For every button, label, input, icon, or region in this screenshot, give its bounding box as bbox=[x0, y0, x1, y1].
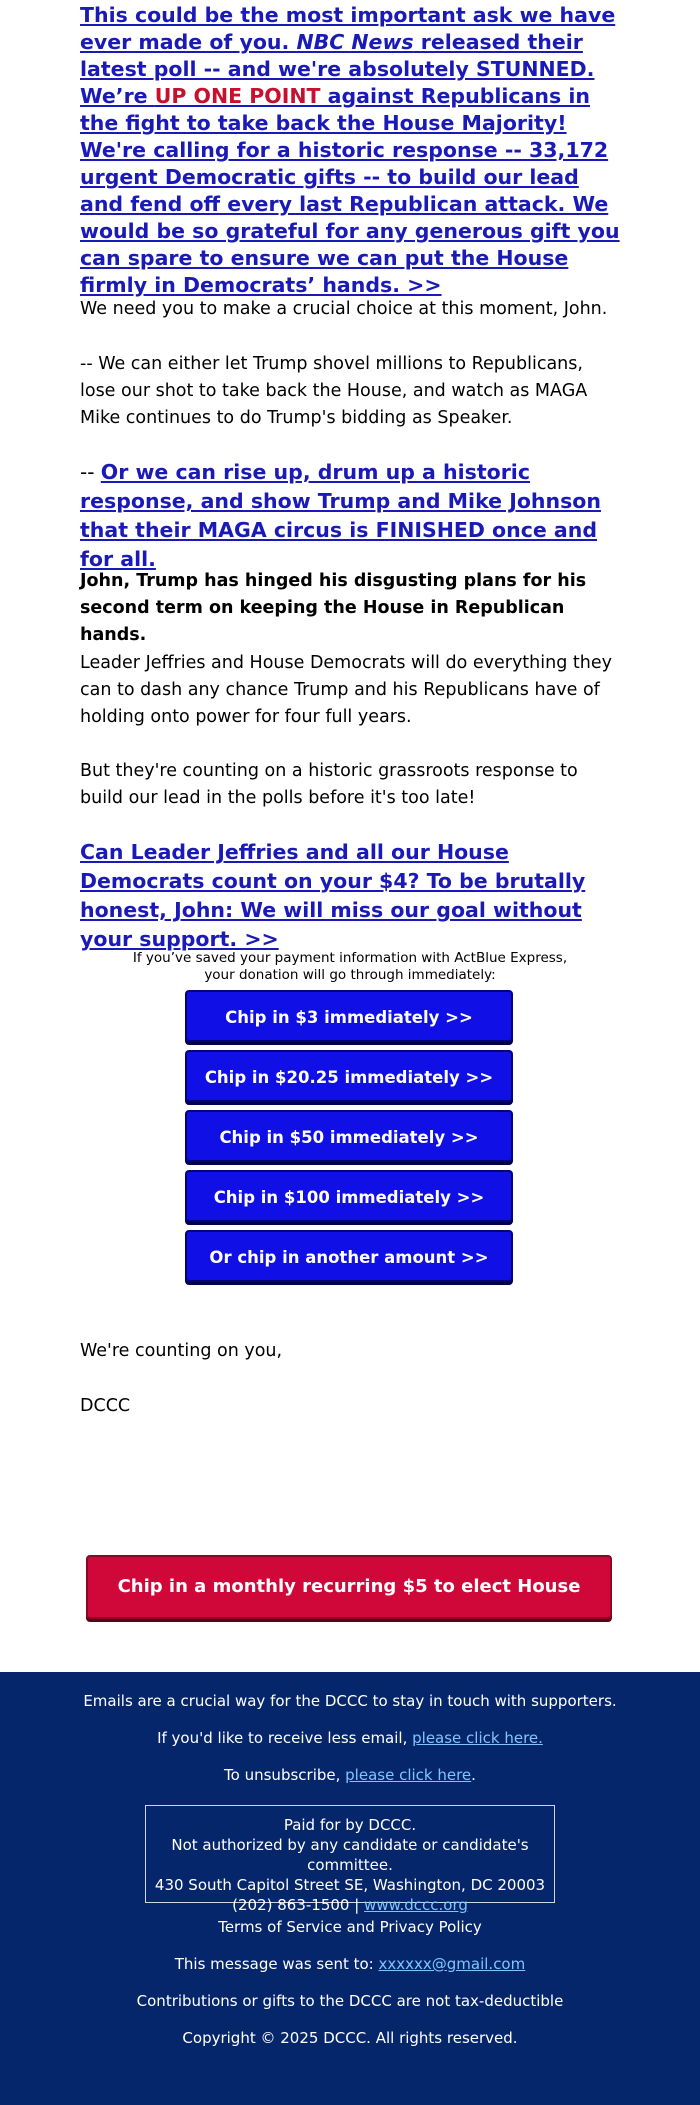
paid-for-text: Paid for by DCCC. bbox=[283, 1816, 417, 1834]
chip-3-button[interactable]: Chip in $3 immediately >> bbox=[185, 990, 513, 1042]
nbc-news-text[interactable]: NBC News bbox=[296, 30, 414, 54]
separator-text: | bbox=[349, 1896, 365, 1914]
four-dollar-link[interactable]: Can Leader Jeffries and all our House Democrats count on your $4? To be brutally honest, John: We will miss our goal without your support. >> bbox=[80, 840, 586, 951]
paragraph-leader-jeffries: Leader Jeffries and House Democrats will do everything they can to dash any chance Trump and his Republicans have of holding onto power for four full years. bbox=[80, 653, 612, 727]
address-text: 430 South Capitol Street SE, Washington, DC 20003 bbox=[154, 1876, 546, 1894]
paid-for-box bbox=[145, 1805, 555, 1914]
unsubscribe-link[interactable]: please click here bbox=[345, 1766, 472, 1784]
footer-less-email bbox=[0, 1729, 700, 1747]
phone-text: (202) 863-1500 bbox=[232, 1896, 350, 1914]
paragraph-counting: But they're counting on a historic grassroots response to build our lead in the polls before it's too late! bbox=[80, 761, 578, 808]
footer-sent-to bbox=[0, 1955, 700, 1973]
lead-link[interactable] bbox=[80, 2, 625, 299]
footer-tax-note: Contributions or gifts to the DCCC are not tax-deductible bbox=[136, 1992, 564, 2010]
paragraph-four-dollars bbox=[80, 839, 625, 955]
less-email-prefix: If you'd like to receive less email, bbox=[157, 1729, 413, 1747]
dash-prefix: -- bbox=[80, 460, 101, 484]
lead-text-2[interactable]: released their latest poll -- and we're absolutely STUNNED. We’re bbox=[80, 30, 595, 108]
less-email-link[interactable]: please click here. bbox=[412, 1729, 543, 1747]
signoff-name: DCCC bbox=[80, 1396, 131, 1416]
paragraph-rise-up bbox=[80, 459, 625, 575]
up-one-point-text[interactable]: UP ONE POINT bbox=[154, 84, 321, 108]
actblue-note-line2: your donation will go through immediately: bbox=[204, 967, 496, 983]
footer-unsubscribe bbox=[0, 1766, 700, 1784]
paragraph-either: -- We can either let Trump shovel millions to Republicans, lose our shot to take back the House, and watch as MAGA Mike continues to do Trump's bidding as Speaker. bbox=[80, 354, 588, 428]
unsub-suffix: . bbox=[471, 1766, 476, 1784]
website-link[interactable]: www.dccc.org bbox=[364, 1896, 468, 1914]
phone-website-line bbox=[146, 1895, 554, 1915]
lead-text-1[interactable]: This could be the most important ask we have ever made of you. bbox=[80, 3, 616, 54]
sent-to-prefix: This message was sent to: bbox=[174, 1955, 379, 1973]
lead-text-3[interactable]: against Republicans in the fight to take back the House Majority! We're calling for a historic response -- 33,172 urgent Democratic gifts -- to build our lead and fend off every last Republican attack. We would be so grateful for any generous gift you can spare to ensure we can put the House firmly in Democrats’ hands. >> bbox=[80, 84, 620, 297]
actblue-note bbox=[100, 950, 600, 984]
unsub-prefix: To unsubscribe, bbox=[224, 1766, 346, 1784]
footer-terms[interactable]: Terms of Service and Privacy Policy bbox=[218, 1918, 482, 1936]
chip-50-button[interactable]: Chip in $50 immediately >> bbox=[185, 1110, 513, 1162]
rise-up-link[interactable]: Or we can rise up, drum up a historic response, and show Trump and Mike Johnson that their MAGA circus is FINISHED once and for all. bbox=[80, 460, 601, 571]
not-authorized-text: Not authorized by any candidate or candidate's committee. bbox=[171, 1836, 529, 1874]
paragraph-crucial-choice: We need you to make a crucial choice at this moment, John. bbox=[80, 299, 608, 319]
paragraph-trump-hinged: John, Trump has hinged his disgusting plans for his second term on keeping the House in Republican hands. bbox=[80, 571, 587, 645]
sent-to-email-link[interactable]: xxxxxx@gmail.com bbox=[378, 1955, 526, 1973]
footer-copyright: Copyright © 2025 DCCC. All rights reserved. bbox=[182, 2029, 518, 2047]
footer-intro: Emails are a crucial way for the DCCC to stay in touch with supporters. bbox=[83, 1692, 617, 1710]
actblue-note-line1: If you’ve saved your payment information with ActBlue Express, bbox=[132, 950, 568, 966]
chip-other-amount-button[interactable]: Or chip in another amount >> bbox=[185, 1230, 513, 1282]
chip-100-button[interactable]: Chip in $100 immediately >> bbox=[185, 1170, 513, 1222]
signoff-line: We're counting on you, bbox=[80, 1341, 283, 1361]
monthly-recurring-button[interactable]: Chip in a monthly recurring $5 to elect House Dems >> bbox=[86, 1555, 612, 1619]
chip-20-25-button[interactable]: Chip in $20.25 immediately >> bbox=[185, 1050, 513, 1102]
